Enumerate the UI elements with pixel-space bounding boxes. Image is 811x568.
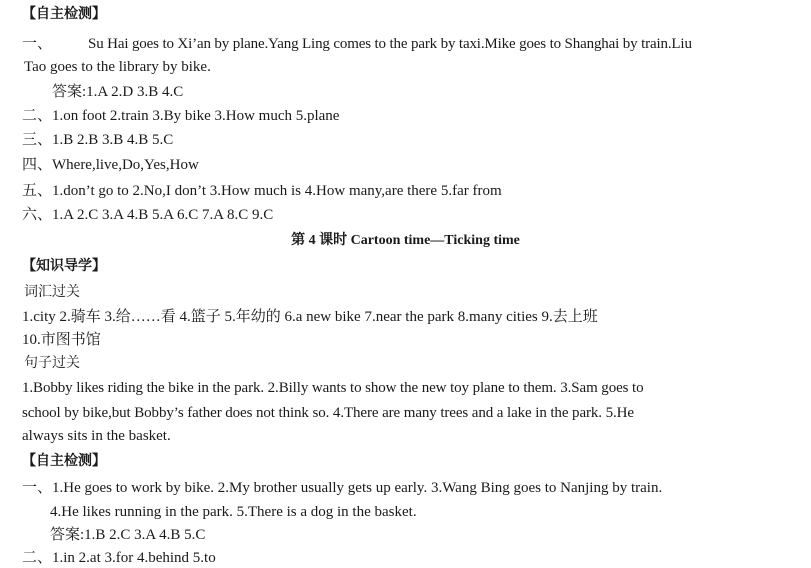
sentence-line2: school by bike,but Bobby’s father does not think so. 4.There are many trees and a lake in the park. 5.He xyxy=(22,405,634,421)
sentence-line3: always sits in the basket. xyxy=(22,428,171,444)
q6-answers: 六、1.A 2.C 3.A 4.B 5.A 6.C 7.A 8.C 9.C xyxy=(22,207,274,223)
q2-answers: 二、1.on foot 2.train 3.By bike 3.How much 5.plane xyxy=(22,108,340,124)
q4-answers: 四、Where,live,Do,Yes,How xyxy=(22,157,199,173)
section2-heading: 【知识导学】 xyxy=(22,258,106,274)
sentence-line1: 1.Bobby likes riding the bike in the park. 2.Billy wants to show the new toy plane to them. 3.Sam goes to xyxy=(22,380,644,396)
s3-q1-line2: 4.He likes running in the park. 5.There is a dog in the basket. xyxy=(50,504,417,520)
q1-text-line2: Tao goes to the library by bike. xyxy=(24,59,211,75)
q1-answers: 答案:1.A 2.D 3.B 4.C xyxy=(52,84,184,100)
section3-heading: 【自主检测】 xyxy=(22,453,106,469)
vocab-title: 词汇过关 xyxy=(24,284,80,300)
s3-q2-answers: 二、1.in 2.at 3.for 4.behind 5.to xyxy=(22,550,216,566)
lesson-title: 第 4 课时 Cartoon time—Ticking time xyxy=(291,233,520,248)
vocab-line2: 10.市图书馆 xyxy=(22,332,101,348)
vocab-line1: 1.city 2.骑车 3.给……看 4.篮子 5.年幼的 6.a new bike 7.near the park 8.many cities 9.去上班 xyxy=(22,309,598,325)
q3-answers: 三、1.B 2.B 3.B 4.B 5.C xyxy=(22,132,174,148)
sentence-title: 句子过关 xyxy=(24,355,80,371)
q1-prefix: 一、 xyxy=(22,36,53,52)
s3-q1-line1: 一、1.He goes to work by bike. 2.My brother usually gets up early. 3.Wang Bing goes to Nanjing by train. xyxy=(22,480,663,496)
q5-answers: 五、1.don’t go to 2.No,I don’t 3.How much is 4.How many,are there 5.far from xyxy=(22,183,502,199)
q1-text-line1: Su Hai goes to Xi’an by plane.Yang Ling comes to the park by taxi.Mike goes to Shanghai by train.Liu xyxy=(88,36,692,52)
section1-heading: 【自主检测】 xyxy=(22,6,106,22)
s3-answers: 答案:1.B 2.C 3.A 4.B 5.C xyxy=(50,527,206,543)
